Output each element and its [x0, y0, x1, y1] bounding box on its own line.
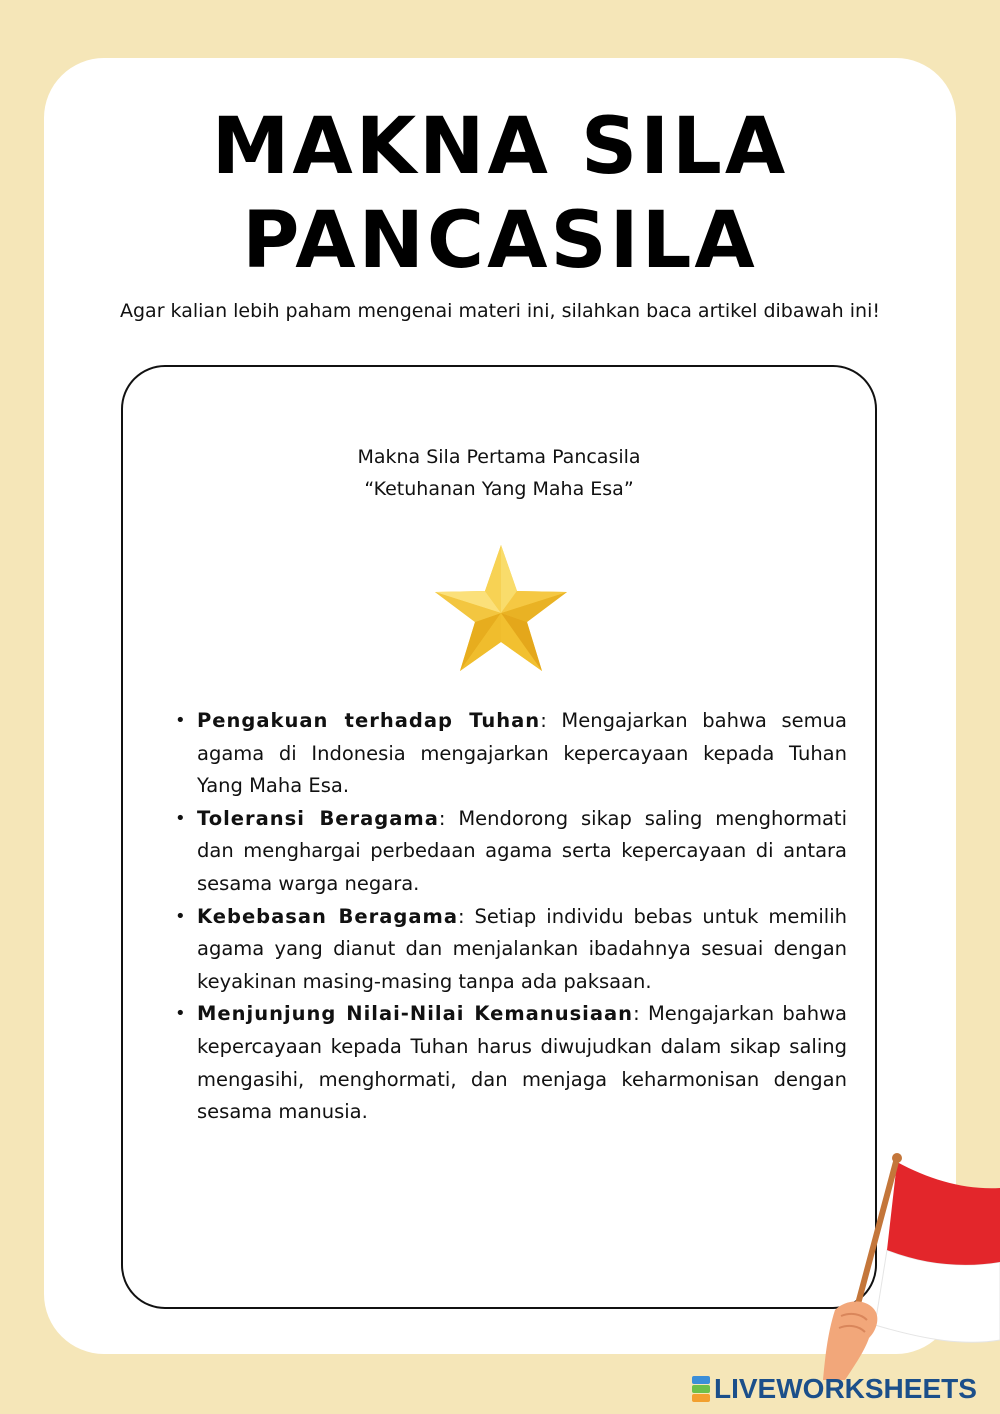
point-term: Menjunjung Nilai-Nilai Kemanusiaan	[197, 1002, 634, 1026]
logo-text: LIVEWORKSHEETS	[714, 1373, 977, 1404]
article-card	[121, 365, 877, 1309]
list-item	[197, 998, 847, 1128]
card-heading	[123, 441, 875, 505]
point-text: : Mengajarkan bahwa semua agama di Indonesia mengajarkan kepercayaan kepada Tuhan Yang Maha Esa.	[197, 709, 847, 798]
liveworksheets-logo	[692, 1372, 977, 1406]
intro-text: Agar kalian lebih paham mengenai materi ini, silahkan baca artikel dibawah ini!	[120, 300, 880, 322]
list-item	[197, 705, 847, 803]
list-item	[197, 803, 847, 901]
card-heading-line-1: Makna Sila Pertama Pancasila	[357, 446, 641, 468]
star-icon	[431, 541, 571, 676]
point-text: : Setiap individu bebas untuk memilih agama yang dianut dan menjalankan ibadahnya sesuai dengan keyakinan masing-masing tanpa ada paksaan.	[197, 904, 847, 993]
page-title	[0, 100, 1000, 288]
title-line-2: PANCASILA	[242, 196, 758, 286]
points-list	[197, 705, 847, 1129]
point-term: Kebebasan Beragama	[197, 904, 458, 928]
point-text: : Mendorong sikap saling menghormati dan menghargai perbedaan agama serta kepercayaan di antara sesama warga negara.	[197, 806, 847, 895]
point-term: Toleransi Beragama	[197, 806, 439, 830]
logo-icon	[692, 1376, 710, 1402]
indonesian-flag-hand-icon	[815, 1150, 1000, 1380]
list-item	[197, 901, 847, 999]
title-line-1: MAKNA SILA	[211, 102, 789, 192]
point-text: : Mengajarkan bahwa kepercayaan kepada Tuhan harus diwujudkan dalam sikap saling mengasihi, menghormati, dan menjaga keharmonisan dengan sesama manusia.	[197, 1002, 847, 1124]
point-term: Pengakuan terhadap Tuhan	[197, 709, 541, 732]
card-heading-line-2: “Ketuhanan Yang Maha Esa”	[364, 478, 634, 500]
